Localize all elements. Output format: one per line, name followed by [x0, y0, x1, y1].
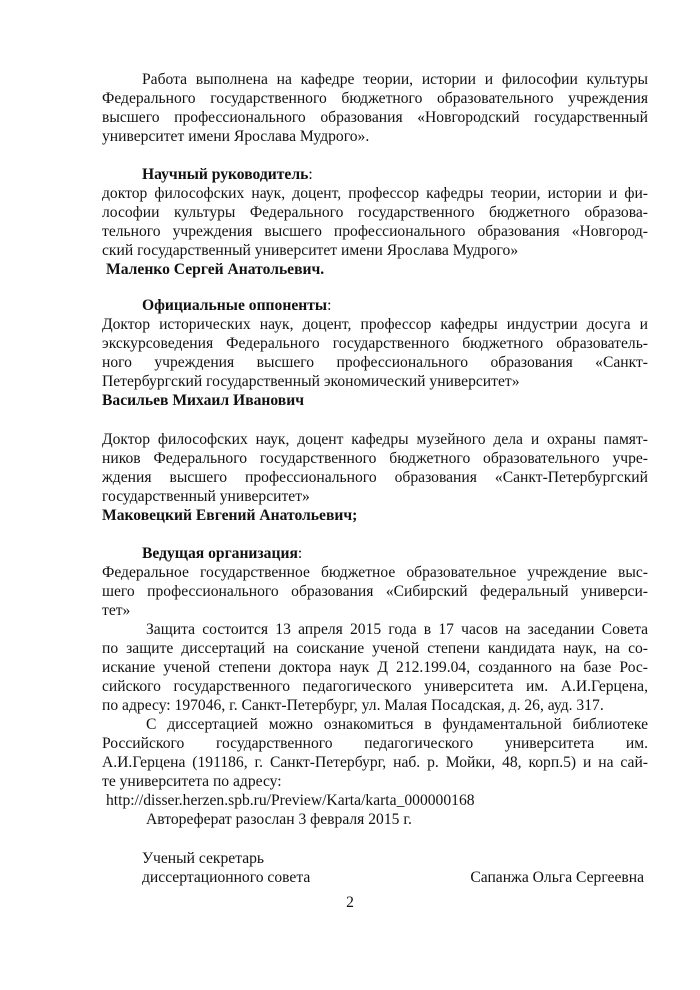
defense-line: по адресу: 197046, г. Санкт-Петербург, ул. Малая Посадская, д. 26, ауд. 317.	[102, 697, 604, 714]
secretary-block	[102, 849, 648, 887]
leading-org-heading-line: Ведущая организация:	[142, 545, 303, 562]
library-paragraph	[102, 715, 648, 829]
supervisor-line: доктор философских наук, доцент, профессор кафедры теории, истории и фи-	[102, 185, 648, 202]
opponent1-line: Петербургский государственный экономический университет»	[102, 373, 520, 390]
opponents-section	[102, 296, 648, 410]
opponents-heading: Официальные оппоненты	[142, 297, 328, 314]
supervisor-line: тельного учреждения высшего профессионального образования «Новгород-	[102, 223, 648, 240]
leading-org-section	[102, 544, 648, 620]
library-line: А.И.Герцена (191186, г. Санкт-Петербург, наб. р. Мойки, 48, корп.5) и на сай-	[102, 754, 648, 771]
intro-line: Федерального государственного бюджетного образовательного учреждения	[102, 90, 648, 107]
library-url: http://disser.herzen.spb.ru/Preview/Karta/karta_000000168	[106, 792, 475, 809]
defense-line: по защите диссертаций на соискание ученой степени кандидата наук, на со-	[102, 640, 648, 657]
opponent1-name: Васильев Михаил Иванович	[102, 392, 305, 409]
opponent2-line: государственный университет»	[102, 488, 310, 505]
leading-org-line: шего профессионального образования «Сибирский федеральный универси-	[102, 583, 648, 600]
opponent1-line: Доктор исторических наук, доцент, профессор кафедры индустрии досуга и	[102, 316, 648, 333]
secretary-title: Ученый секретарь	[142, 850, 265, 867]
opponent2-line: ников Федерального государственного бюджетного образовательного учре-	[102, 450, 648, 467]
supervisor-heading-line: Научный руководитель:	[142, 166, 313, 183]
secretary-council: диссертационного совета	[142, 869, 311, 886]
defense-line: Защита состоится 13 апреля 2015 года в 17 часов на заседании Совета	[146, 621, 648, 638]
leading-org-heading: Ведущая организация	[142, 545, 298, 562]
opponent2-section	[102, 430, 648, 525]
supervisor-line: лософии культуры Федерального государственного бюджетного образова-	[102, 204, 648, 221]
supervisor-name: Маленко Сергей Анатольевич.	[106, 261, 325, 278]
opponent2-name: Маковецкий Евгений Анатольевич;	[102, 507, 358, 524]
defense-paragraph	[102, 620, 648, 715]
leading-org-line: Федеральное государственное бюджетное образовательное учреждение выс-	[102, 564, 648, 581]
intro-line: университет имени Ярослава Мудрого».	[102, 128, 370, 145]
supervisor-line: ский государственный университет имени Ярослава Мудрого»	[102, 242, 519, 259]
supervisor-heading: Научный руководитель	[142, 166, 309, 183]
opponent1-line: ного учреждения высшего профессионального образования «Санкт-	[102, 354, 648, 371]
defense-line: искание ученой степени доктора наук Д 212.199.04, созданного на базе Рос-	[102, 659, 648, 676]
intro-line: Работа выполнена на кафедре теории, истории и философии культуры	[142, 71, 648, 88]
opponent2-line: ждения высшего профессионального образования «Санкт-Петербургский	[102, 469, 648, 486]
leading-org-line: тет»	[102, 602, 131, 619]
secretary-title-line2	[102, 868, 648, 887]
intro-line: высшего профессионального образования «Новгородский государственный	[102, 109, 648, 126]
supervisor-section	[102, 165, 648, 279]
library-line: Российского государственного педагогического университета им.	[102, 735, 648, 752]
intro-paragraph	[102, 70, 648, 146]
opponent1-line: экскурсоведения Федерального государственного бюджетного образователь-	[102, 335, 648, 352]
opponents-heading-line: Официальные оппоненты:	[142, 297, 332, 314]
page-number: 2	[346, 894, 354, 911]
autoreferat-sent: Автореферат разослан 3 февраля 2015 г.	[146, 811, 412, 828]
library-line: С диссертацией можно ознакомиться в фундаментальной библиотеке	[146, 716, 648, 733]
defense-line: сийского государственного педагогического университета им. А.И.Герцена,	[102, 678, 648, 695]
library-line: те университета по адресу:	[102, 773, 282, 790]
opponent2-line: Доктор философских наук, доцент кафедры музейного дела и охраны памят-	[102, 431, 648, 448]
secretary-name: Сапанжа Ольга Сергеевна	[470, 869, 644, 886]
